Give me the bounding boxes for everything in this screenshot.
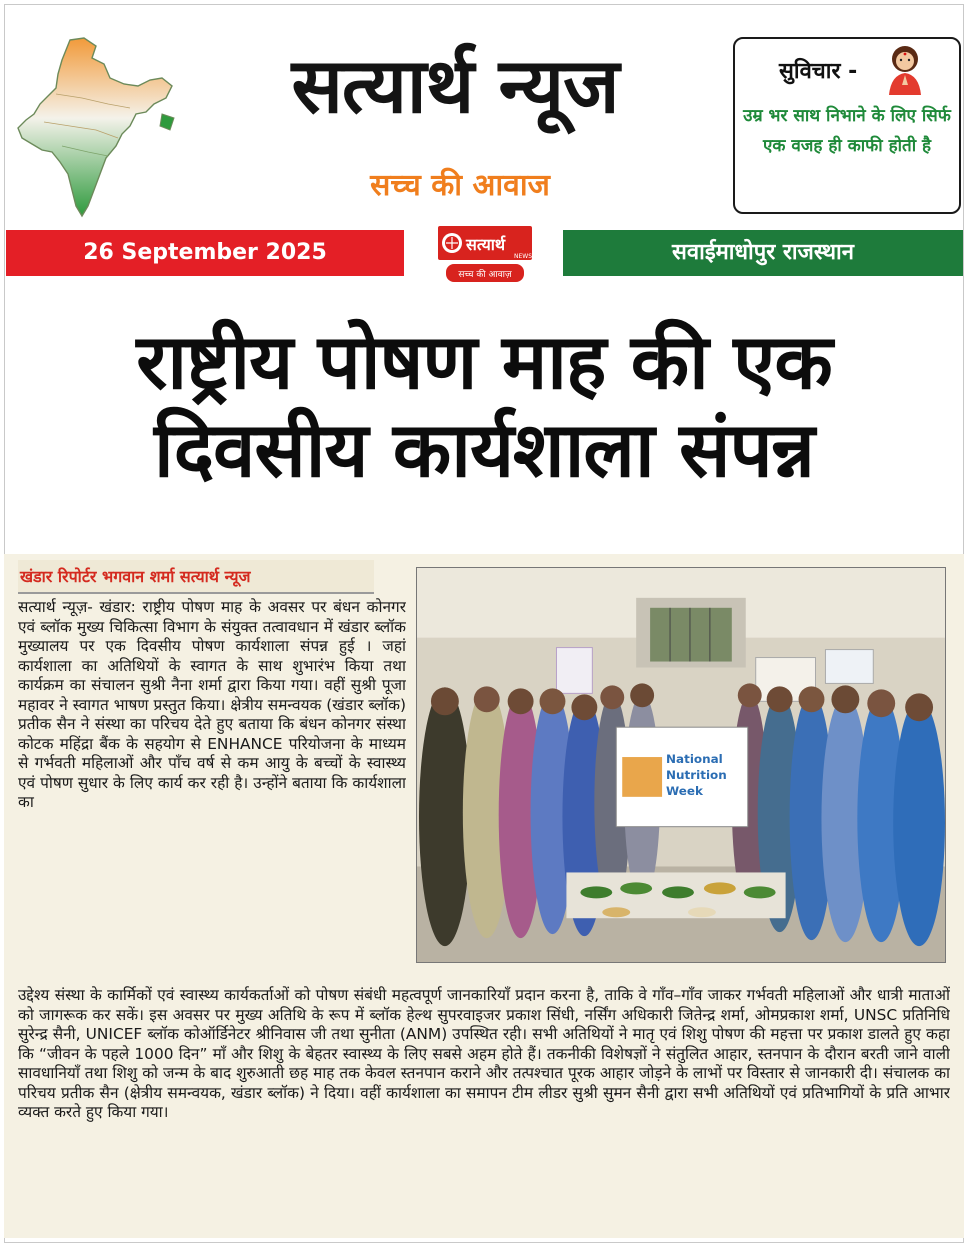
article-body-part-2: उद्देश्य संस्था के कार्मिकों एवं स्वास्थ्य कार्यकर्ताओं को पोषण संबंधी महत्वपूर्ण जानकारियाँ प्रदान करना है, ताकि वे गाँव–गाँव जाकर गर्भवती महिलाओं और धात्री माताओं को जागरूक कर सकें। इस अवसर पर मुख्य अतिथि के रूप में ब्लॉक हेल्थ सुपरवाइजर प्रकाश सिंधी, नर्सिंग अधिकारी जितेन्द्र शर्मा, ओमप्रकाश शर्मा, UNSC प्रतिनिधि सुरेन्द्र सैनी, UNICEF ब्लॉक कोऑर्डिनेटर श्रीनिवास जी तथा सुनीता (ANM) उपस्थित रही। सभी अतिथियों ने मातृ एवं शिशु पोषण की महत्ता पर प्रकाश डालते हुए कहा कि “जीवन के पहले 1000 दिन” माँ और शिशु के बेहतर स्वास्थ्य के लिए सबसे अहम होते हैं। तकनीकी विशेषज्ञों ने संतुलित आहार, स्तनपान के दौरान बरती जाने वाली सावधानियाँ तथा शिशु को जन्म के बाद शुरुआती छह माह तक केवल स्तनपान कराने और तत्पश्चात पूरक आहार जोड़ने के लाभों पर विस्तार से जानकारी दी। संचालक का परिचय प्रतीक सैन (क्षेत्रीय समन्वयक, खंडार ब्लॉक) ने दिया। वहीं कार्यशाला का समापन टीम लीडर सुश्री सुमन सैनी द्वारा सभी अतिथियों एवं प्रतिभागियों के प्रति आभार व्यक्त करते हुए किया गया। (18, 986, 950, 1121)
headline (8, 318, 960, 494)
article-body-part-1: सत्यार्थ न्यूज़- खंडार: राष्ट्रीय पोषण माह के अवसर पर बंधन कोनगर एवं ब्लॉक मुख्य चिकित्सा विभाग के संयुक्त तत्वावधान में खंडार ब्लॉक मुख्यालय पर एक दिवसीय पोषण कार्यशाला संपन्न हुई । जहां कार्यशाला का अतिथियों के स्वागत के साथ शुभारंभ किया तथा कार्यक्रम का संचालन सुश्री नैना शर्मा द्वारा किया गया। वहीं सुश्री पूजा महावर ने स्वागत भाषण प्रस्तुत किया। क्षेत्रीय समन्वयक (खंडार ब्लॉक) प्रतीक सैन ने संस्था का परिचय देते हुए बताया कि बंधन कोनगर संस्था कोटक महिंद्रा बैंक के सहयोग से ENHANCE परियोजना के माध्यम से गर्भवती महिलाओं और पाँच वर्ष से कम आयु के बच्चों के स्वास्थ्य एवं पोषण सुधार के लिए कार्य कर रही है। उन्होंने बताया कि कार्यशाला का (18, 598, 406, 811)
location-bar: सवाईमाधोपुर राजस्थान (563, 230, 963, 276)
banner-line-1: National (666, 752, 723, 767)
logo-name: सत्यार्थ (466, 235, 506, 254)
date-bar: 26 September 2025 (6, 230, 404, 276)
india-map-icon (12, 34, 180, 222)
byline: खंडार रिपोर्टर भगवान शर्मा सत्यार्थ न्यूज (18, 560, 374, 594)
satyarth-news-logo (438, 224, 534, 286)
logo-tagline: सच्च की आवाज़ (458, 270, 512, 280)
masthead-title: सत्यार्थ न्यूज (291, 41, 619, 130)
banner-line-3: Week (666, 783, 703, 798)
masthead-tagline: सच्च की आवाज (370, 168, 550, 203)
event-photo (416, 567, 946, 963)
headline-line-2: दिवसीय कार्यशाला संपन्न (154, 405, 814, 494)
suvichar-title: सुविचार - (779, 59, 858, 84)
article (4, 554, 964, 1238)
suvichar-quote: उम्र भर साथ निभाने के लिए सिर्फ एक वजह ही काफी होती है (743, 106, 951, 156)
namaste-figure-icon (879, 41, 931, 97)
suvichar-box (733, 37, 961, 214)
banner-line-2: Nutrition (666, 767, 727, 782)
logo-sub: NEWS (514, 253, 533, 260)
headline-line-1: राष्ट्रीय पोषण माह की एक (136, 317, 832, 406)
